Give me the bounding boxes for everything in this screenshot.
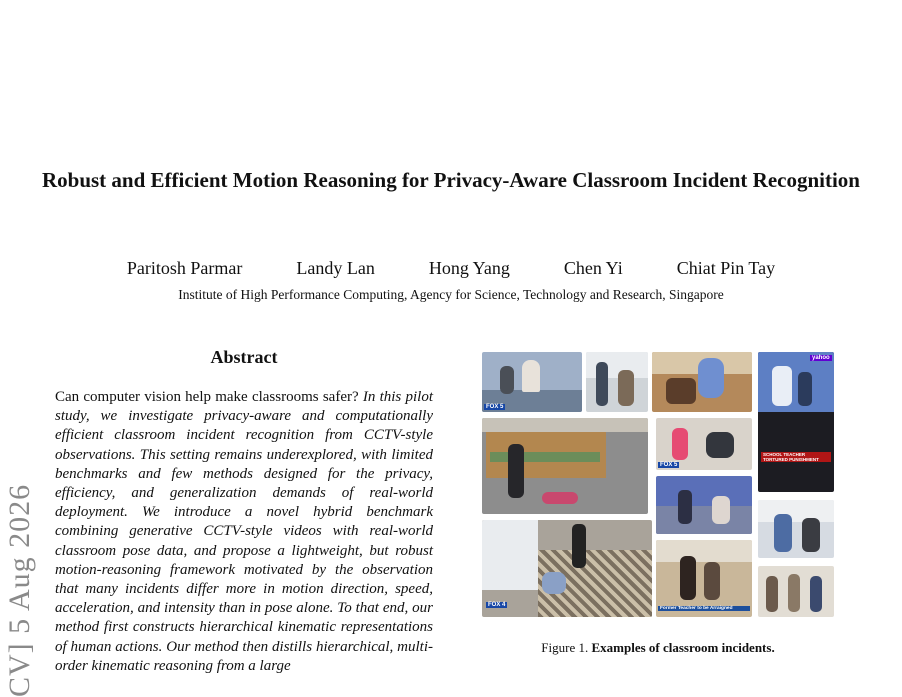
author-name: Hong Yang — [428, 258, 510, 278]
news-tag: yahoo — [812, 355, 830, 361]
abstract-lead: Can computer vision help make classrooms safer? — [55, 389, 359, 405]
incident-photo — [758, 566, 834, 617]
incident-photo — [758, 352, 834, 492]
news-banner: SCHOOL TEACHER TORTURED PUNISHMENT — [761, 452, 831, 462]
incident-figure-grid — [482, 352, 834, 617]
incident-photo — [482, 520, 652, 617]
arxiv-watermark: CV] 5 Aug 2026 — [3, 483, 36, 697]
author-name: Paritosh Parmar — [126, 258, 243, 278]
abstract-text — [55, 388, 433, 676]
news-banner: Former Teacher to be Arraigned — [658, 606, 750, 611]
figure-caption — [470, 640, 846, 656]
author-name: Chiat Pin Tay — [676, 258, 776, 278]
author-name: Chen Yi — [563, 258, 623, 278]
incident-photo — [482, 352, 582, 412]
author-name: Landy Lan — [296, 258, 375, 278]
abstract-body: In this pilot study, we investigate privacy-aware and computationally efficient classroom incident recognition from CCTV-style observations. This setting remains underexplored, with limited benchmarks and few methods designed for the privacy, efficiency, and generalization demands of real-world deployment. We introduce a novel hybrid benchmark combining generative CCTV-style videos with real-world classroom pose data, and propose a lightweight, but robust motion-reasoning framework motivated by the observation that many incidents differ more in motion direction, speed, acceleration, and intensity than in pose alone. To that end, our method first constructs hierarchical kinematic representations of human actions. Our method then distills hierarchical, multi-order kinematic reasoning from a large — [55, 389, 434, 674]
incident-photo — [652, 352, 752, 412]
figure-label: Figure 1. — [541, 640, 589, 655]
incident-photo — [586, 352, 648, 412]
incident-photo — [656, 418, 752, 470]
figure-caption-text: Examples of classroom incidents. — [591, 640, 775, 655]
news-tag: FOX 5 — [486, 404, 504, 410]
incident-photo — [482, 418, 648, 514]
incident-photo — [656, 540, 752, 617]
abstract-heading: Abstract — [210, 347, 278, 367]
affiliation: Institute of High Performance Computing, Agency for Science, Technology and Research, Singapore — [178, 287, 724, 302]
news-tag: FOX 5 — [660, 462, 678, 468]
author-list — [60, 258, 842, 279]
incident-photo — [758, 500, 834, 558]
incident-photo — [656, 476, 752, 534]
paper-title: Robust and Efficient Motion Reasoning for Privacy-Aware Classroom Incident Recognition — [41, 168, 860, 192]
news-tag: FOX 4 — [488, 602, 506, 608]
